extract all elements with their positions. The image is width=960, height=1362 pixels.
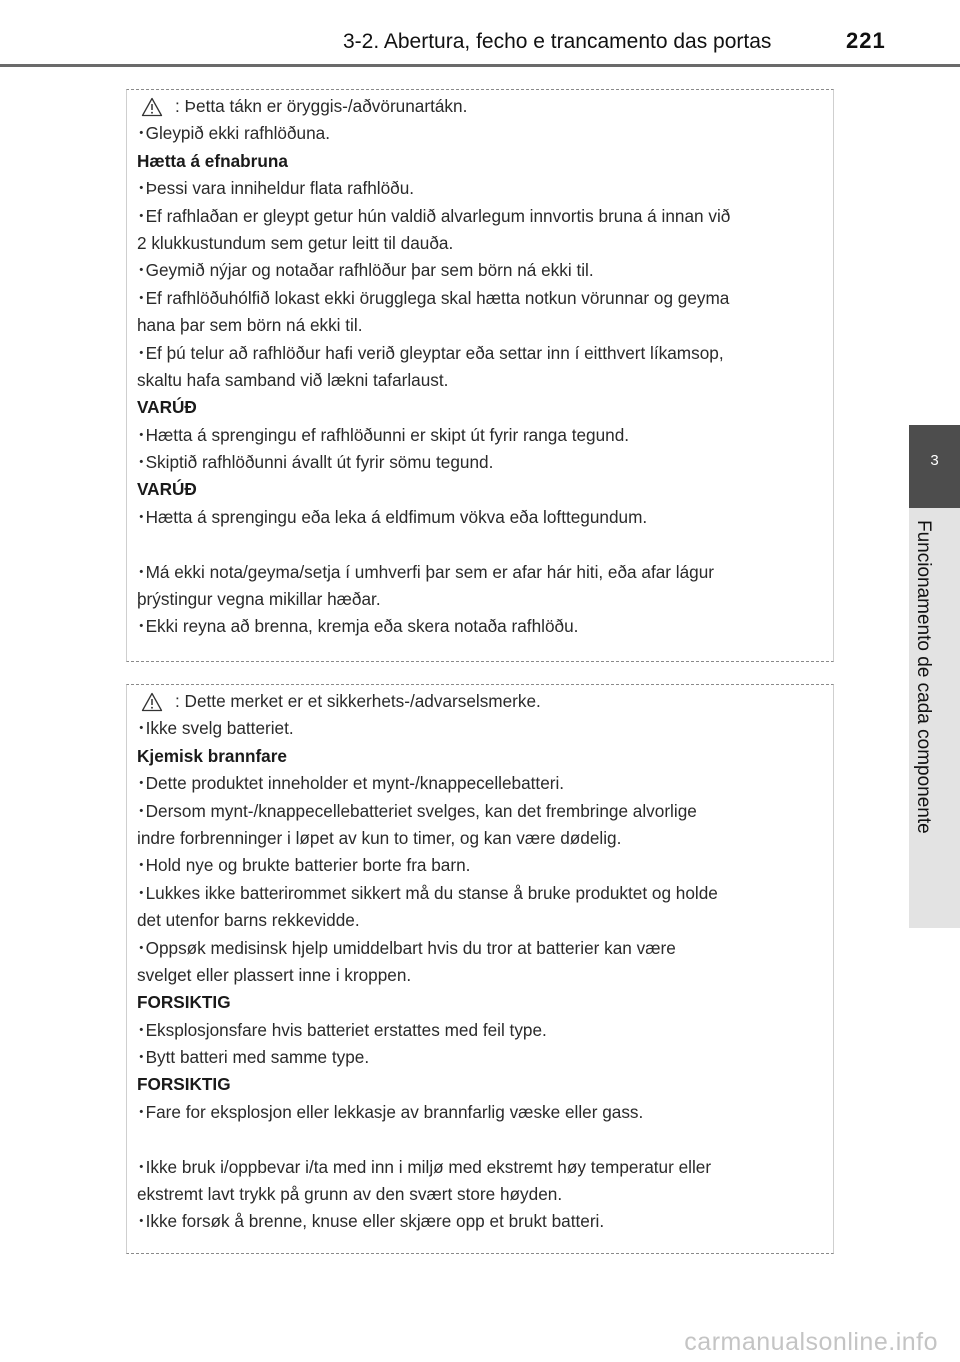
text-line: 2 klukkustundum sem getur leitt til dauða. <box>137 232 454 253</box>
text-line: ･Þessi vara inniheldur flata rafhlöðu. <box>137 178 415 199</box>
text-line: ･Dette produktet inneholder et mynt-/knappecellebatteri. <box>137 773 565 794</box>
warning-box-norwegian <box>126 684 834 1254</box>
warning-triangle-icon <box>141 97 163 117</box>
section-title: 3-2. Abertura, fecho e trancamento das portas <box>343 30 772 53</box>
warning-triangle-icon <box>141 692 163 712</box>
text-line: ･Gleypið ekki rafhlöðuna. <box>137 123 330 144</box>
warning-line <box>137 93 833 120</box>
warning-text: : Þetta tákn er öryggis-/aðvörunartákn. <box>175 96 468 116</box>
text-line: indre forbrenninger i løpet av kun to timer, og kan være dødelig. <box>137 827 622 848</box>
text-line: ･Ef rafhlaðan er gleypt getur hún valdið alvarlegum innvortis bruna á innan við <box>137 205 731 226</box>
text-line: ･Lukkes ikke batterirommet sikkert må du stanse å bruke produktet og holde <box>137 882 718 903</box>
text-line: ･Ikke forsøk å brenne, knuse eller skjære opp et brukt batteri. <box>137 1211 605 1232</box>
header-divider <box>0 64 960 67</box>
warning-line <box>137 688 833 715</box>
text-line: ･Hætta á sprengingu eða leka á eldfimum vökva eða lofttegundum. <box>137 506 648 527</box>
text-line: ･Ikke svelg batteriet. <box>137 718 294 739</box>
text-line: svelget eller plassert inne i kroppen. <box>137 964 412 985</box>
text-line: ･Hætta á sprengingu ef rafhlöðunni er skipt út fyrir ranga tegund. <box>137 424 630 445</box>
text-line: ･Bytt batteri med samme type. <box>137 1047 370 1068</box>
page-number: 221 <box>846 28 886 53</box>
text-line: hana þar sem börn ná ekki til. <box>137 315 363 336</box>
section-heading: VARÚÐ <box>137 397 197 418</box>
chapter-label: Funcionamento de cada componente <box>913 520 934 834</box>
chapter-number: 3 <box>930 452 939 469</box>
text-line: ･Ef þú telur að rafhlöður hafi verið gleyptar eða settar inn í eitthvert líkamsop, <box>137 342 724 363</box>
section-heading: VARÚÐ <box>137 479 197 500</box>
text-line: ･Skiptið rafhlöðunni ávallt út fyrir sömu tegund. <box>137 452 494 473</box>
text-line: ･Ef rafhlöðuhólfið lokast ekki örugglega skal hætta notkun vörunnar og geyma <box>137 287 730 308</box>
spacer <box>137 531 833 558</box>
text-line: ･Hold nye og brukte batterier borte fra barn. <box>137 855 471 876</box>
spacer <box>137 1126 833 1153</box>
text-line: ･Geymið nýjar og notaðar rafhlöður þar sem börn ná ekki til. <box>137 260 594 281</box>
section-heading: Kjemisk brannfare <box>137 745 287 766</box>
text-line: ･Fare for eksplosjon eller lekkasje av brannfarlig væske eller gass. <box>137 1101 644 1122</box>
text-line: ･Má ekki nota/geyma/setja í umhverfi þar sem er afar hár hiti, eða afar lágur <box>137 561 714 582</box>
text-line: ･Ikke bruk i/oppbevar i/ta med inn i miljø med ekstremt høy temperatur eller <box>137 1156 712 1177</box>
text-line: det utenfor barns rekkevidde. <box>137 910 360 931</box>
text-line: þrýstingur vegna mikillar hæðar. <box>137 589 381 610</box>
text-line: ･Oppsøk medisinsk hjelp umiddelbart hvis du tror at batterier kan være <box>137 937 676 958</box>
text-line: ･Ekki reyna að brenna, kremja eða skera notaða rafhlöðu. <box>137 616 579 637</box>
warning-box-icelandic <box>126 89 834 662</box>
text-line: skaltu hafa samband við lækni tafarlaust. <box>137 369 449 390</box>
warning-text: : Dette merket er et sikkerhets-/advarselsmerke. <box>175 691 541 711</box>
section-heading: FORSIKTIG <box>137 1074 231 1095</box>
section-heading: FORSIKTIG <box>137 992 231 1013</box>
text-line: ･Eksplosjonsfare hvis batteriet erstattes med feil type. <box>137 1019 547 1040</box>
section-heading: Hætta á efnabruna <box>137 150 288 171</box>
watermark: carmanualsonline.info <box>684 1328 938 1356</box>
text-line: ekstremt lavt trykk på grunn av den svært store høyden. <box>137 1184 563 1205</box>
text-line: ･Dersom mynt-/knappecellebatteriet svelges, kan det frembringe alvorlige <box>137 800 697 821</box>
